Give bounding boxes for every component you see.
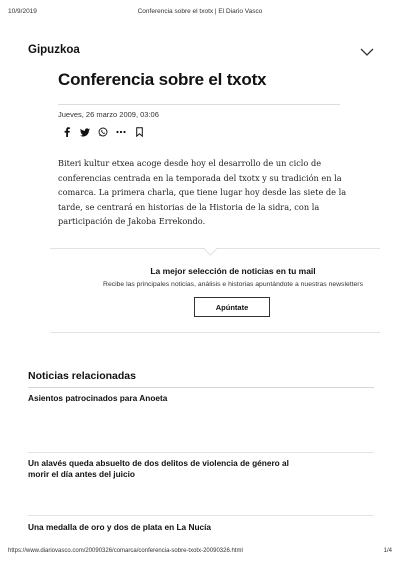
print-url: https://www.diariovasco.com/20090326/comarca/conferencia-sobre-txotx-20090326.html (8, 548, 243, 554)
print-date: 10/9/2019 (8, 8, 37, 15)
more-icon[interactable] (116, 127, 126, 137)
print-page-title: Conferencia sobre el txotx | El Diario Vasco (137, 8, 263, 15)
related-news-separator (28, 515, 374, 516)
newsletter-divider-bottom (50, 332, 380, 333)
twitter-icon[interactable] (80, 127, 90, 137)
article-headline: Conferencia sobre el txotx (58, 70, 267, 89)
newsletter-title: La mejor selección de noticias en tu mail (150, 266, 316, 276)
subscribe-button[interactable]: Apúntate (194, 297, 270, 317)
print-page-number: 1/4 (383, 548, 392, 554)
related-news-item[interactable]: Asientos patrocinados para Anoeta (28, 393, 168, 403)
article-body: Biteri kultur etxea acoge desde hoy el desarrollo de un ciclo de conferencias centrada en la temporada del txotx y su tradición en la comarca. La primera charla, que tiene lugar hoy desde las siete de la tarde, se centrará en historias de la Historia de la sidra, con la participación de Jakoba Errekondo. (58, 158, 347, 227)
share-toolbar (62, 125, 144, 139)
section-name[interactable]: Gipuzkoa (28, 44, 80, 56)
related-news-title: Noticias relacionadas (28, 370, 136, 382)
article-dateline: Jueves, 26 marzo 2009, 03:06 (58, 110, 159, 119)
newsletter-notch (204, 243, 217, 256)
facebook-icon[interactable] (62, 127, 72, 137)
chevron-down-icon[interactable] (360, 44, 374, 54)
related-news-item[interactable]: Una medalla de oro y dos de plata en La Nucía (28, 522, 212, 532)
whatsapp-icon[interactable] (98, 127, 108, 137)
bookmark-icon[interactable] (134, 127, 144, 137)
related-news-item[interactable]: Un alavés queda absuelto de dos delitos de violencia de género al morir el día antes del juicio (28, 458, 289, 479)
headline-divider (58, 104, 340, 105)
newsletter-subtitle: Recibe las principales noticias, análisis e historias apuntándote a nuestras newsletters (103, 281, 363, 288)
related-news-divider (28, 387, 374, 388)
related-news-separator (28, 452, 374, 453)
